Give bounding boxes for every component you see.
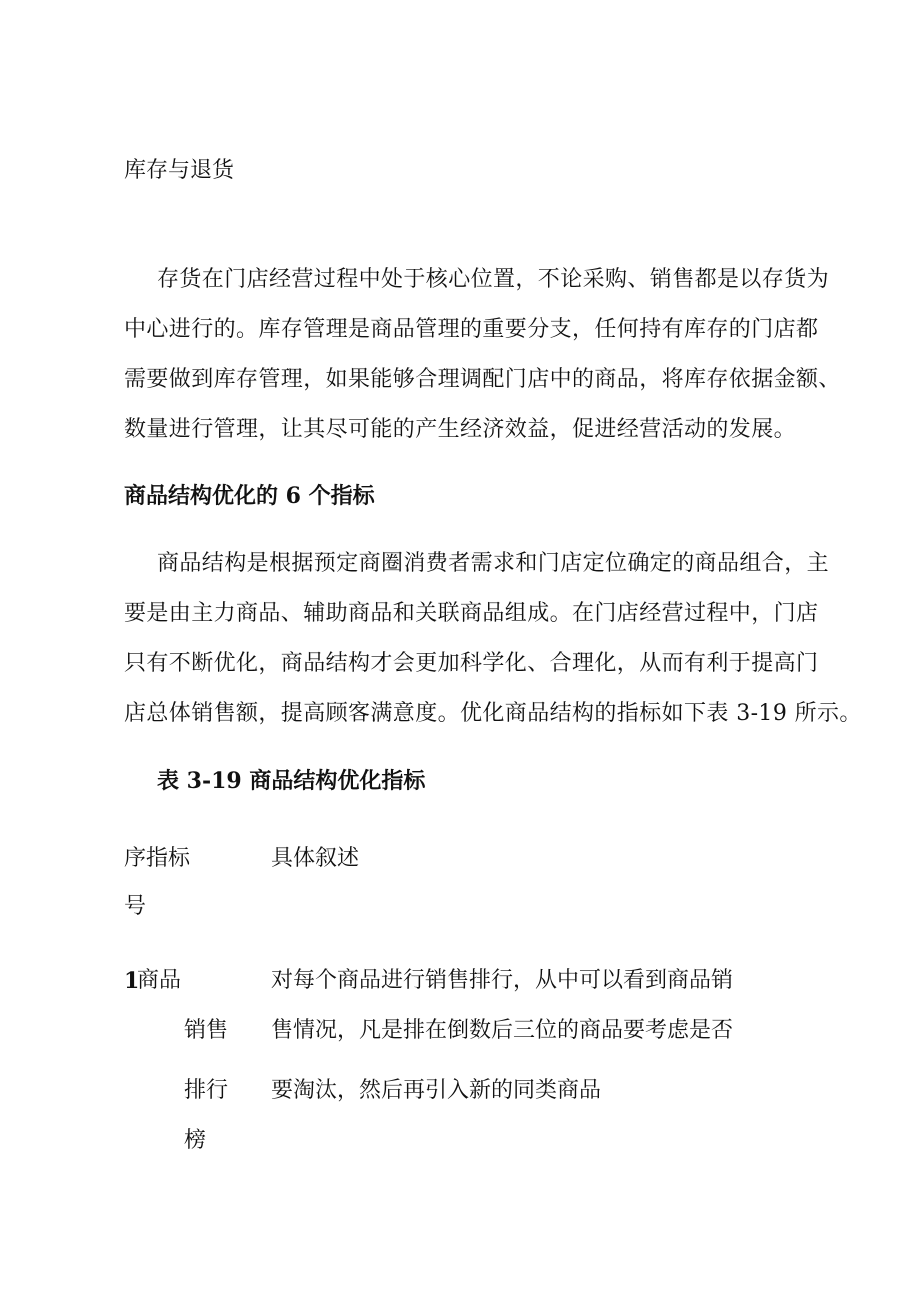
header-description: 具体叙述 xyxy=(271,846,360,871)
paragraph-line: 商品结构是根据预定商圈消费者需求和门店定位确定的商品组合，主 xyxy=(157,551,830,576)
paragraph-line: 需要做到库存管理，如果能够合理调配门店中的商品，将库存依据金额、 xyxy=(124,367,841,392)
row-description-line: 要淘汰，然后再引入新的同类商品 xyxy=(271,1078,602,1103)
paragraph-line: 只有不断优化，商品结构才会更加科学化、合理化，从而有利于提高门 xyxy=(124,651,819,676)
table-caption: 表 3-19 商品结构优化指标 xyxy=(157,768,426,794)
row-description-line: 售情况，凡是排在倒数后三位的商品要考虑是否 xyxy=(271,1018,734,1043)
paragraph-line: 店总体销售额，提高顾客满意度。优化商品结构的指标如下表 3-19 所示。 xyxy=(124,701,862,726)
row-indicator-line: 销售 xyxy=(184,1018,229,1043)
header-seq: 序 xyxy=(124,846,147,871)
row-description-line: 对每个商品进行销售排行，从中可以看到商品销 xyxy=(271,968,734,993)
paragraph-line: 存货在门店经营过程中处于核心位置，不论采购、销售都是以存货为 xyxy=(157,267,830,292)
section-title: 库存与退货 xyxy=(124,158,235,183)
row-indicator-line: 排行 xyxy=(184,1078,229,1103)
paragraph-line: 中心进行的。库存管理是商品管理的重要分支，任何持有库存的门店都 xyxy=(124,317,819,342)
row-seq: 1 xyxy=(124,968,140,994)
header-indicator: 指标 xyxy=(146,846,191,871)
row-indicator-line: 榜 xyxy=(184,1128,207,1153)
header-seq-cont: 号 xyxy=(124,894,147,919)
subheading: 商品结构优化的 6 个指标 xyxy=(124,483,375,509)
paragraph-line: 要是由主力商品、辅助商品和关联商品组成。在门店经营过程中，门店 xyxy=(124,601,819,626)
row-indicator-line: 商品 xyxy=(137,968,182,993)
paragraph-line: 数量进行管理，让其尽可能的产生经济效益，促进经营活动的发展。 xyxy=(124,417,797,442)
